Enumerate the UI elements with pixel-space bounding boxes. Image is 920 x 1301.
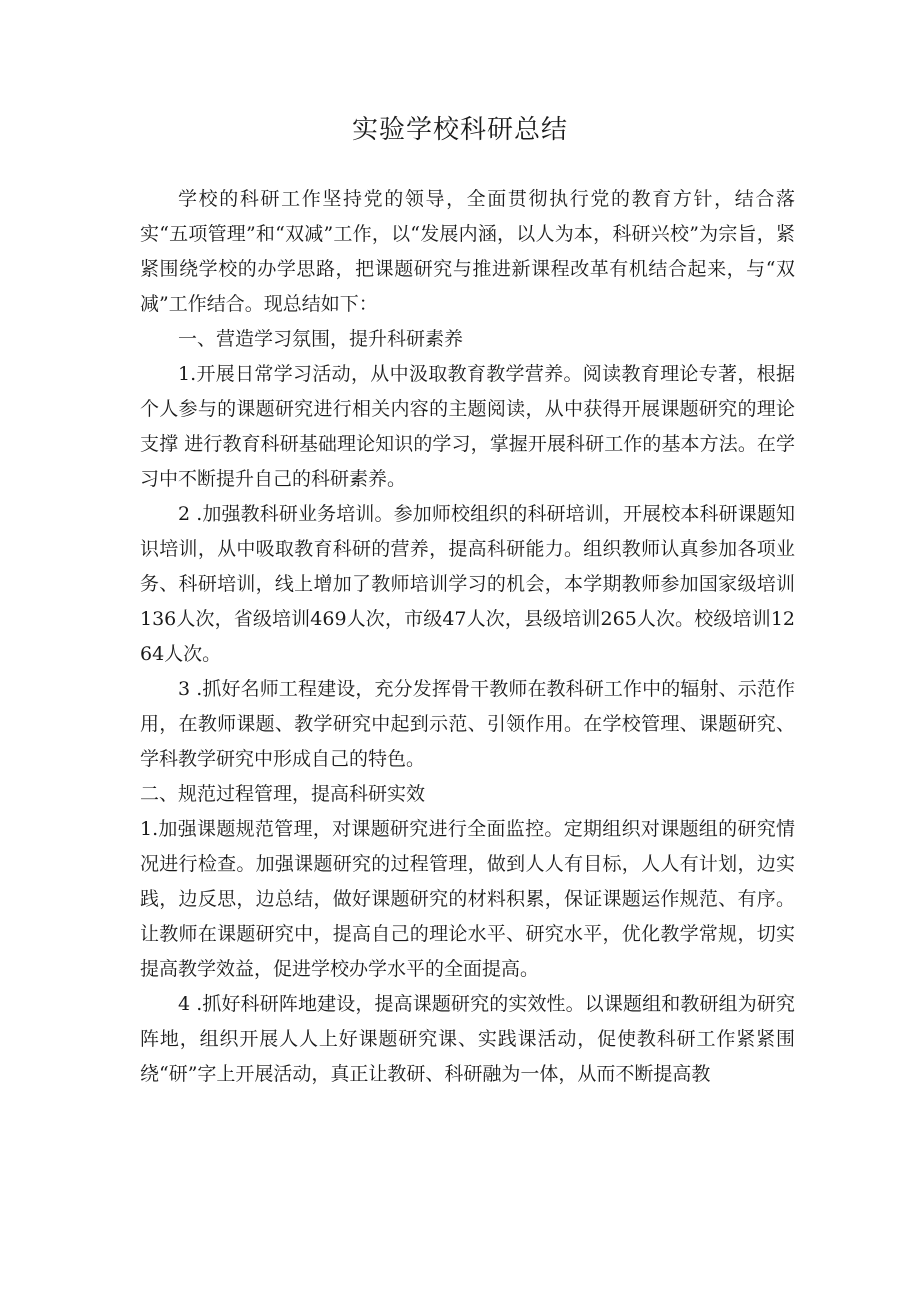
body-paragraph: 1.开展日常学习活动，从中汲取教育教学营养。阅读教育理论专著，根据个人参与的课题研究进行相关内容的主题阅读，从中获得开展课题研究的理论支撑 进行教育科研基础理论知识的学习，掌握开展科研工作的基本方法。在学习中不断提升自己的科研素养。 <box>140 363 795 490</box>
body-paragraph: 1.加强课题规范管理，对课题研究进行全面监控。定期组织对课题组的研究情况进行检查。加强课题研究的过程管理，做到人人有目标，人人有计划，边实践，边反思，边总结，做好课题研究的材料积累，保证课题运作规范、有序。让教师在课题研究中，提高自己的理论水平、研究水平，优化教学常规，切实提高教学效益，促进学校办学水平的全面提高。 <box>140 818 795 980</box>
body-paragraph: 4 .抓好科研阵地建设，提高课题研究的实效性。以课题组和教研组为研究阵地，组织开展人人上好课题研究课、实践课活动，促使教科研工作紧紧围绕“研”字上开展活动，真正让教研、科研融为一体，从而不断提高教 <box>140 993 795 1085</box>
document-body <box>140 182 795 1092</box>
section-heading-2: 二、规范过程管理，提高科研实效 <box>140 783 426 805</box>
section-heading-1: 一、营造学习氛围，提升科研素养 <box>178 328 464 350</box>
body-paragraph: 3 .抓好名师工程建设，充分发挥骨干教师在教科研工作中的辐射、示范作用，在教师课题、教学研究中起到示范、引领作用。在学校管理、课题研究、学科教学研究中形成自己的特色。 <box>140 678 795 770</box>
intro-paragraph: 学校的科研工作坚持党的领导，全面贯彻执行党的教育方针，结合落实“五项管理”和“双减”工作，以“发展内涵，以人为本，科研兴校”为宗旨，紧紧围绕学校的办学思路，把课题研究与推进新课程改革有机结合起来，与“双减”工作结合。现总结如下： <box>140 188 795 315</box>
body-paragraph: 2 .加强教科研业务培训。参加师校组织的科研培训，开展校本科研课题知识培训，从中吸取教育科研的营养，提高科研能力。组织教师认真参加各项业务、科研培训，线上增加了教师培训学习的机会，本学期教师参加国家级培训136人次，省级培训469人次，市级47人次，县级培训265人次。校级培训1264人次。 <box>140 503 795 665</box>
document-title: 实验学校科研总结 <box>351 115 568 145</box>
